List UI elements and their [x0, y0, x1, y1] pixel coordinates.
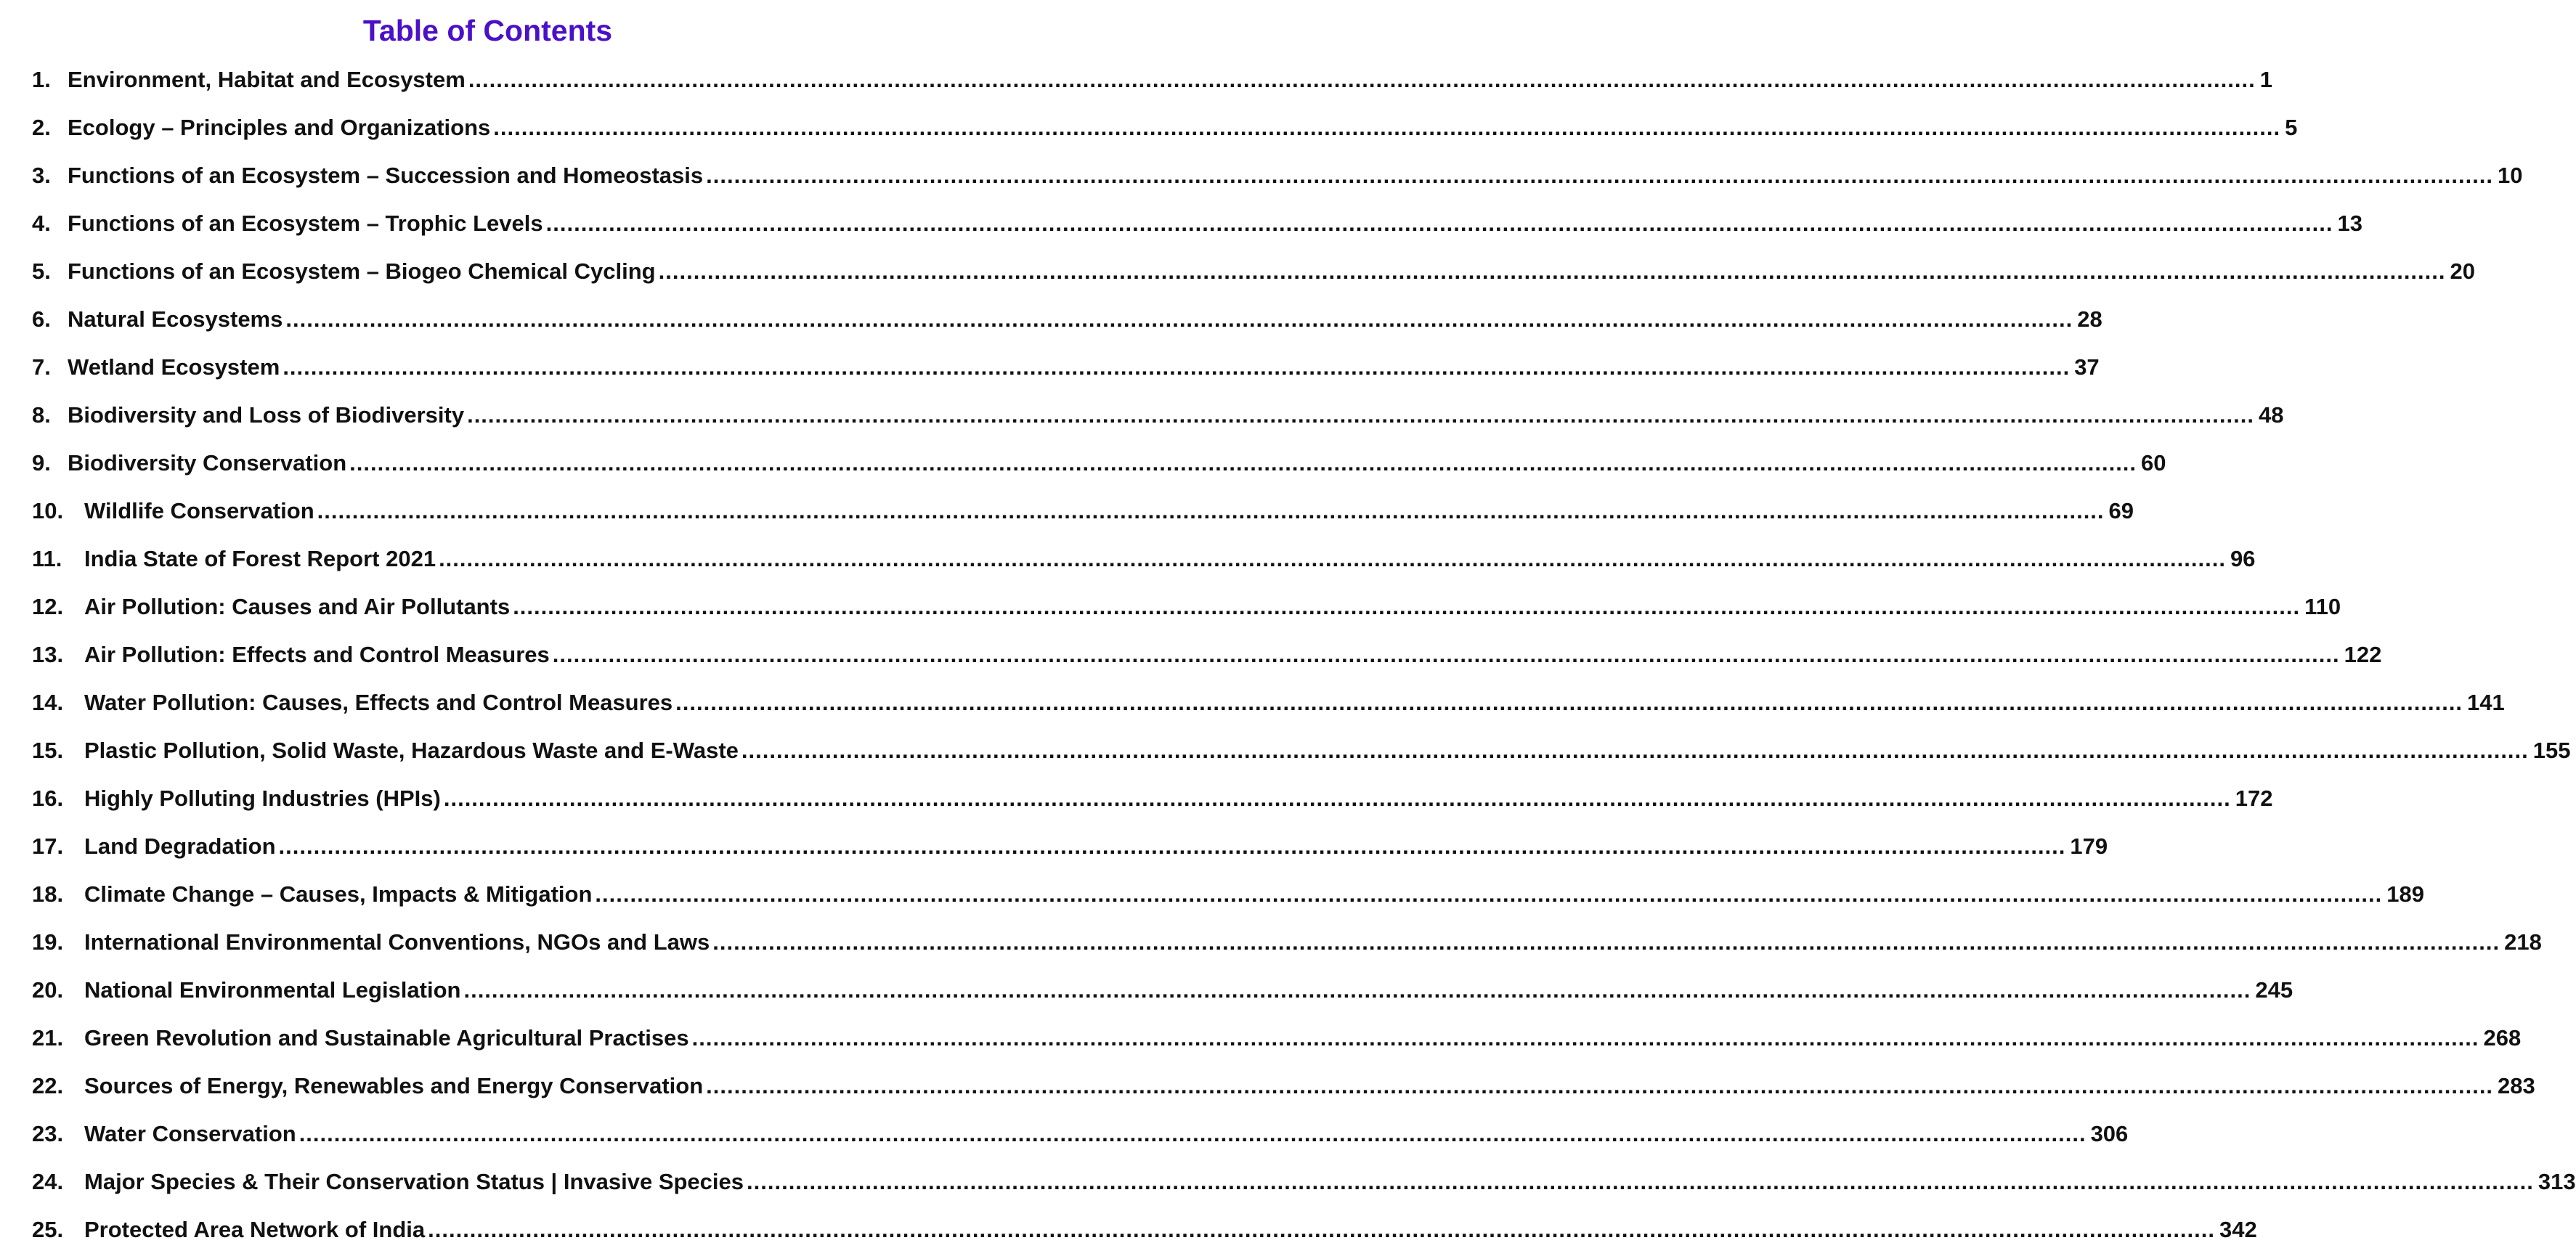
- dot-leader: [675, 681, 2463, 725]
- toc-entry-number: 4.: [32, 211, 51, 236]
- toc-entry-17[interactable]: [32, 825, 2108, 873]
- toc-entry-page: 10: [2498, 163, 2523, 188]
- dot-leader: [468, 58, 2256, 102]
- dot-leader: [747, 1160, 2534, 1204]
- dot-leader: [595, 873, 2382, 916]
- toc-entry-page: 283: [2498, 1073, 2535, 1098]
- toc-entry-title: Land Degradation: [84, 833, 276, 859]
- toc-entry-title: Highly Polluting Industries (HPIs): [84, 786, 441, 811]
- toc-entry-title: Green Revolution and Sustainable Agricultural Practises: [84, 1025, 689, 1051]
- toc-entry-title: Biodiversity Conservation: [68, 450, 347, 476]
- table-of-contents: [32, 58, 2576, 1256]
- toc-entry-page: 110: [2304, 594, 2341, 619]
- toc-entry-title: Environment, Habitat and Ecosystem: [68, 67, 466, 92]
- toc-entry-number: 19.: [32, 929, 64, 955]
- toc-entry-number: 16.: [32, 786, 64, 811]
- toc-entry-number: 12.: [32, 594, 64, 619]
- toc-entry-number: 5.: [32, 258, 51, 284]
- toc-entry-page: 179: [2070, 833, 2108, 859]
- dot-leader: [299, 1112, 2087, 1156]
- dot-leader: [692, 1016, 2479, 1060]
- toc-entry-13[interactable]: [32, 633, 2382, 681]
- toc-entry-number: 17.: [32, 833, 64, 859]
- toc-entry-15[interactable]: [32, 729, 2571, 777]
- toc-entry-title: Biodiversity and Loss of Biodiversity: [68, 402, 465, 428]
- toc-entry-20[interactable]: [32, 968, 2293, 1016]
- toc-entry-title: National Environmental Legislation: [84, 977, 461, 1003]
- toc-entry-21[interactable]: [32, 1016, 2522, 1064]
- toc-entry-page: 122: [2344, 642, 2382, 667]
- dot-leader: [513, 585, 2300, 629]
- toc-entry-title: Wetland Ecosystem: [68, 354, 280, 380]
- toc-entry-25[interactable]: [32, 1208, 2257, 1256]
- dot-leader: [439, 537, 2226, 581]
- dot-leader: [741, 729, 2529, 772]
- dot-leader: [463, 968, 2251, 1012]
- toc-entry-page: 96: [2230, 546, 2256, 571]
- toc-entry-page: 13: [2337, 211, 2362, 236]
- toc-entry-number: 25.: [32, 1217, 64, 1242]
- toc-entry-page: 306: [2090, 1121, 2129, 1146]
- toc-entry-number: 22.: [32, 1073, 64, 1098]
- toc-entry-number: 24.: [32, 1169, 64, 1194]
- toc-entry-10[interactable]: [32, 489, 2134, 537]
- toc-entry-number: 18.: [32, 881, 64, 907]
- toc-entry-5[interactable]: [32, 250, 2475, 298]
- toc-entry-number: 11.: [32, 546, 62, 571]
- toc-entry-14[interactable]: [32, 681, 2505, 729]
- toc-entry-number: 3.: [32, 163, 51, 188]
- toc-entry-page: 342: [2219, 1217, 2257, 1242]
- toc-entry-title: Water Conservation: [84, 1121, 296, 1146]
- toc-entry-2[interactable]: [32, 106, 2298, 154]
- toc-entry-title: Air Pollution: Effects and Control Measures: [84, 642, 550, 667]
- toc-entry-title: Water Pollution: Causes, Effects and Control Measures: [84, 690, 673, 715]
- toc-entry-page: 155: [2532, 738, 2571, 763]
- toc-entry-number: 10.: [32, 498, 64, 523]
- toc-entry-title: Functions of an Ecosystem – Succession and Homeostasis: [68, 163, 704, 188]
- dot-leader: [279, 825, 2066, 868]
- dot-leader: [467, 393, 2254, 437]
- toc-entry-number: 6.: [32, 306, 51, 332]
- dot-leader: [428, 1208, 2215, 1252]
- toc-entry-number: 14.: [32, 690, 64, 715]
- dot-leader: [553, 633, 2340, 677]
- toc-entry-12[interactable]: [32, 585, 2341, 633]
- toc-entry-23[interactable]: [32, 1112, 2129, 1160]
- toc-entry-number: 15.: [32, 738, 64, 763]
- toc-entry-page: 141: [2467, 690, 2505, 715]
- dot-leader: [659, 250, 2446, 293]
- toc-entry-page: 245: [2255, 977, 2293, 1003]
- toc-entry-title: Air Pollution: Causes and Air Pollutants: [84, 594, 511, 619]
- dot-leader: [444, 777, 2231, 820]
- toc-entry-page: 48: [2258, 402, 2284, 428]
- toc-entry-page: 5: [2285, 115, 2298, 140]
- toc-entry-number: 13.: [32, 642, 64, 667]
- toc-entry-1[interactable]: [32, 58, 2272, 106]
- toc-entry-title: Functions of an Ecosystem – Trophic Levels: [68, 211, 543, 236]
- toc-entry-22[interactable]: [32, 1064, 2535, 1112]
- toc-entry-7[interactable]: [32, 346, 2100, 393]
- toc-entry-page: 37: [2074, 354, 2100, 380]
- toc-entry-number: 21.: [32, 1025, 64, 1051]
- page-title: Table of Contents: [362, 14, 613, 47]
- toc-entry-page: 189: [2386, 881, 2424, 907]
- dot-leader: [546, 202, 2333, 245]
- toc-entry-title: Natural Ecosystems: [68, 306, 283, 332]
- toc-entry-title: International Environmental Conventions, NGOs and Laws: [84, 929, 710, 955]
- toc-entry-title: Climate Change – Causes, Impacts & Mitigation: [84, 881, 593, 907]
- toc-entry-4[interactable]: [32, 202, 2362, 250]
- toc-entry-page: 1: [2259, 67, 2272, 92]
- toc-entry-number: 7.: [32, 354, 51, 380]
- toc-entry-title: Major Species & Their Conservation Status | Invasive Species: [84, 1169, 744, 1194]
- toc-entry-title: Protected Area Network of India: [84, 1217, 426, 1242]
- toc-entry-page: 172: [2235, 786, 2273, 811]
- toc-entry-number: 1.: [32, 67, 51, 92]
- toc-entry-page: 313: [2538, 1169, 2576, 1194]
- dot-leader: [706, 154, 2493, 197]
- toc-entry-number: 2.: [32, 115, 51, 140]
- toc-entry-18[interactable]: [32, 873, 2424, 921]
- toc-entry-3[interactable]: [32, 154, 2523, 202]
- dot-leader: [706, 1064, 2493, 1108]
- toc-entry-8[interactable]: [32, 393, 2284, 441]
- toc-entry-title: Sources of Energy, Renewables and Energy Conservation: [84, 1073, 704, 1098]
- dot-leader: [317, 489, 2105, 533]
- dot-leader: [493, 106, 2280, 150]
- dot-leader: [712, 921, 2500, 964]
- toc-entry-24[interactable]: [32, 1160, 2576, 1208]
- toc-entry-16[interactable]: [32, 777, 2273, 825]
- toc-entry-title: Wildlife Conservation: [84, 498, 314, 523]
- toc-entry-page: 268: [2483, 1025, 2522, 1051]
- toc-entry-number: 20.: [32, 977, 64, 1003]
- dot-leader: [349, 441, 2137, 485]
- toc-entry-19[interactable]: [32, 921, 2542, 968]
- toc-entry-title: Plastic Pollution, Solid Waste, Hazardous Waste and E-Waste: [84, 738, 739, 763]
- toc-entry-6[interactable]: [32, 298, 2102, 346]
- toc-entry-page: 28: [2077, 306, 2102, 332]
- toc-entry-9[interactable]: [32, 441, 2166, 489]
- toc-entry-page: 218: [2504, 929, 2542, 955]
- toc-entry-page: 60: [2141, 450, 2166, 476]
- toc-entry-title: Functions of an Ecosystem – Biogeo Chemical Cycling: [68, 258, 656, 284]
- dot-leader: [285, 298, 2073, 341]
- toc-entry-11[interactable]: [32, 537, 2256, 585]
- toc-entry-title: India State of Forest Report 2021: [84, 546, 436, 571]
- toc-entry-title: Ecology – Principles and Organizations: [68, 115, 491, 140]
- toc-entry-page: 20: [2450, 258, 2475, 284]
- toc-entry-number: 8.: [32, 402, 51, 428]
- toc-entry-page: 69: [2108, 498, 2134, 523]
- toc-entry-number: 9.: [32, 450, 51, 476]
- toc-entry-number: 23.: [32, 1121, 64, 1146]
- dot-leader: [283, 346, 2070, 389]
